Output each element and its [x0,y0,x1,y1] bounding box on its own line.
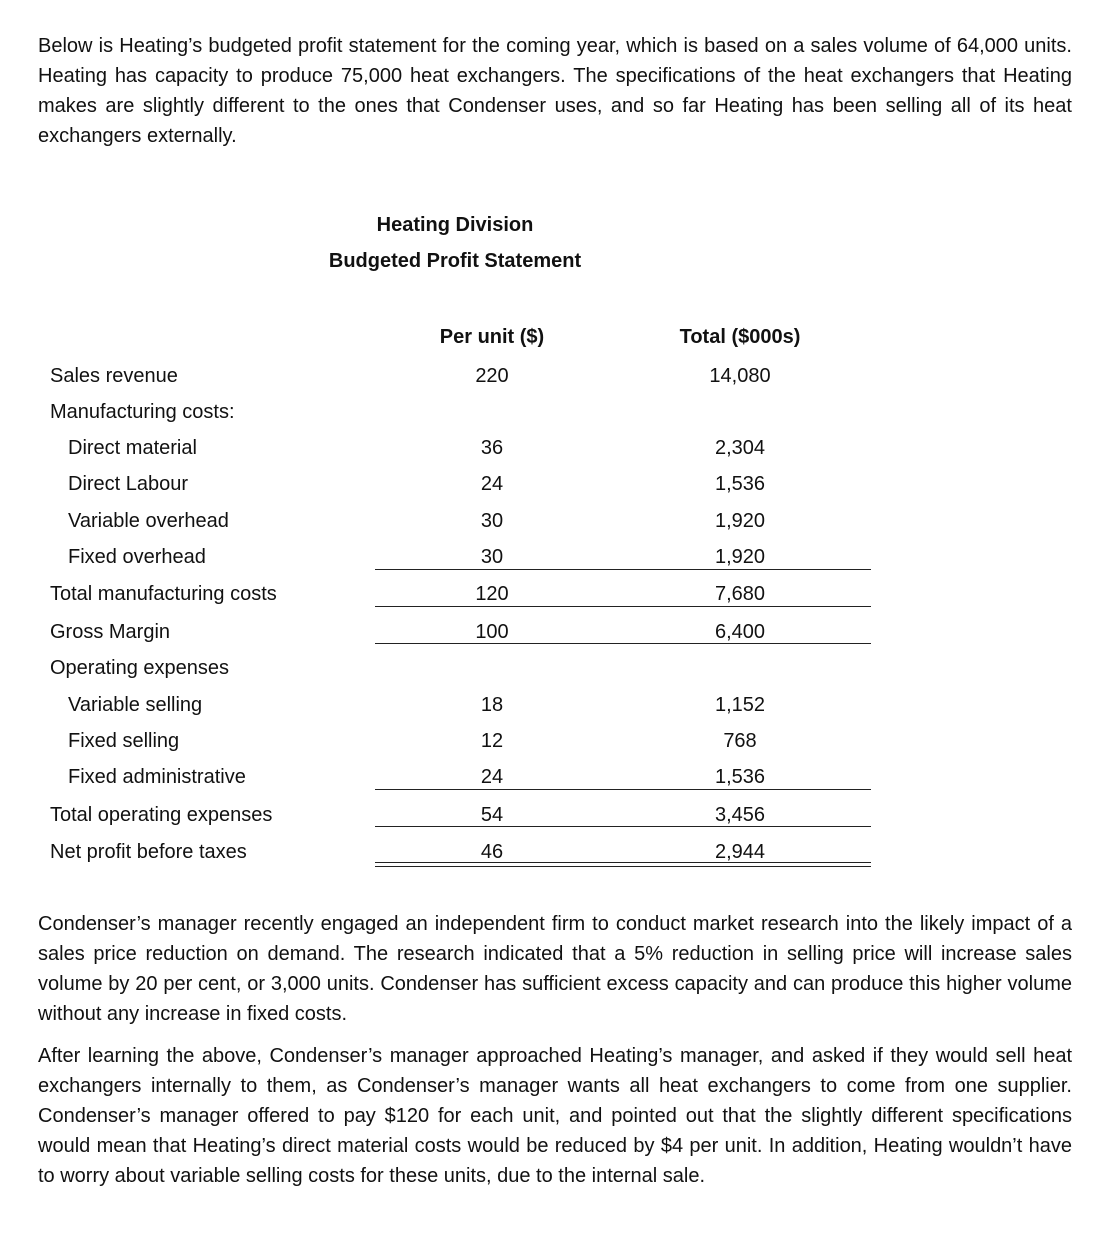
row-label: Variable overhead [68,510,229,532]
total-value: 7,680 [714,583,766,605]
table-row-variable-overhead [0,509,1102,545]
row-label: Direct Labour [68,473,189,495]
table-row-gross-margin [0,620,1102,656]
table-row-operating-expenses [0,656,1102,692]
total-value: 3,456 [714,804,766,826]
per-unit-value: 120 [475,583,509,605]
row-label: Gross Margin [50,621,171,643]
row-label: Fixed overhead [68,546,206,568]
per-unit-value: 220 [475,365,509,387]
total-value: 1,536 [714,766,766,788]
per-unit-value: 30 [480,546,504,568]
per-unit-value: 54 [480,804,504,826]
per-unit-value: 46 [480,841,504,863]
statement-title: Budgeted Profit Statement [328,250,582,272]
total-value: 1,152 [714,694,766,716]
market-research-paragraph: Condenser’s manager recently engaged an independent firm to conduct market research into the likely impact of a sales price reduction on demand. The research indicated that a 5% reduction in selling price will increase sales volume by 20 per cent, or 3,000 units. Condenser has sufficient excess capacity and can produce this higher volume without any increase in fixed costs. [38,913,1072,1025]
per-unit-value: 12 [480,730,504,752]
total-value: 2,304 [714,437,766,459]
per-unit-value: 18 [480,694,504,716]
subtotal-rule [375,569,871,570]
row-label: Total manufacturing costs [50,583,277,605]
row-label: Total operating expenses [50,804,273,826]
total-value: 6,400 [714,621,766,643]
row-label: Fixed selling [68,730,180,752]
per-unit-value: 30 [480,510,504,532]
total-value: 1,536 [714,473,766,495]
table-row-variable-selling [0,693,1102,729]
row-label: Direct material [68,437,197,459]
row-label: Fixed administrative [68,766,246,788]
column-header-total: Total ($000s) [679,326,801,348]
table-row-manufacturing-costs [0,400,1102,436]
table-row-total-manufacturing [0,582,1102,618]
table-row-fixed-administrative [0,765,1102,801]
column-header-per-unit: Per unit ($) [439,326,545,348]
subtotal-rule [375,826,871,827]
subtotal-rule [375,789,871,790]
subtotal-rule [375,643,871,644]
table-row-fixed-selling [0,729,1102,765]
total-value: 768 [723,730,757,752]
table-row-direct-labour [0,472,1102,508]
table-row-fixed-overhead [0,545,1102,581]
table-row-direct-material [0,436,1102,472]
offer-paragraph: After learning the above, Condenser’s manager approached Heating’s manager, and asked if they would sell heat exchangers internally to them, as Condenser’s manager wants all heat exchangers to come from one supplier. Condenser’s manager offered to pay $120 for each unit, and pointed out that the slightly different specifications would mean that Heating’s direct material costs would be reduced by $4 per unit. In addition, Heating wouldn’t have to worry about variable selling costs for these units, due to the internal sale. [38,1045,1072,1187]
row-label: Manufacturing costs: [50,401,235,423]
per-unit-value: 24 [480,766,504,788]
statement-title-division: Heating Division [376,214,534,236]
per-unit-value: 24 [480,473,504,495]
per-unit-value: 100 [475,621,509,643]
row-label: Net profit before taxes [50,841,247,863]
table-row-total-operating [0,803,1102,839]
table-row-net-profit [0,840,1102,876]
total-value: 1,920 [714,510,766,532]
total-value: 14,080 [709,365,771,387]
intro-paragraph: Below is Heating’s budgeted profit statement for the coming year, which is based on a sales volume of 64,000 units. Heating has capacity to produce 75,000 heat exchangers. The specifications of the heat exchangers that Heating makes are slightly different to the ones that Condenser uses, and so far Heating has been selling all of its heat exchangers externally. [38,35,1072,147]
row-label: Operating expenses [50,657,230,679]
table-row-sales-revenue [0,364,1102,400]
double-underline-rule [375,862,871,867]
row-label: Sales revenue [50,365,178,387]
total-value: 2,944 [714,841,766,863]
row-label: Variable selling [68,694,203,716]
per-unit-value: 36 [480,437,504,459]
subtotal-rule [375,606,871,607]
total-value: 1,920 [714,546,766,568]
